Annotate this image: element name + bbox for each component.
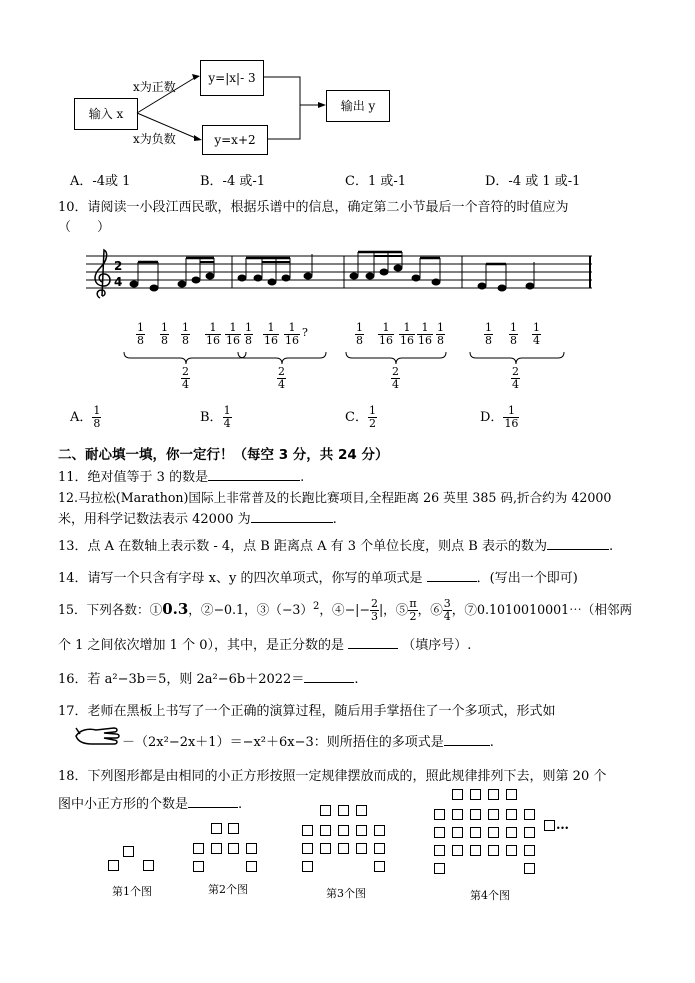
treble-clef-icon	[95, 250, 110, 298]
q13-stem: 13．点 A 在数轴上表示数 - 4，点 B 距离点 A 有 3 个单位长度，则点 B 表示的数为	[58, 539, 547, 554]
figure-square	[246, 861, 257, 872]
figure-square	[211, 843, 222, 854]
figure-square	[506, 827, 517, 838]
note-value-fraction: $\frac{1}{16}$	[206, 321, 220, 347]
figure-square	[228, 843, 239, 854]
figure-square	[470, 845, 481, 856]
figure-square	[338, 825, 349, 836]
figure-square	[108, 860, 119, 871]
note-value-fraction: $\frac{1}{8}$	[245, 321, 252, 347]
figure-ellipsis: …	[556, 818, 569, 833]
note-value-fraction: $\frac{1}{8}$	[437, 321, 444, 347]
q11: 11．绝对值等于 3 的数是 .	[58, 470, 305, 485]
time-signature-top: 2	[114, 259, 123, 273]
q13-answer-blank[interactable]	[547, 537, 609, 550]
figure-2-label: 第2个图	[208, 883, 248, 896]
q15-fraction-two-thirds: $\frac{2}{3}$	[370, 597, 378, 623]
figure-square	[524, 827, 535, 838]
q10-stem: 10．请阅读一小段江西民歌，根据乐谱中的信息，确定第二小节最后一个音符的时值应为	[58, 200, 569, 215]
q15-stem: 个 1 之间依次增加 1 个 0），其中，是正分数的是	[58, 638, 344, 653]
note-value-fraction: $\frac{1}{8}$	[485, 321, 492, 347]
q15-text-c: ，②−0.1，③（−3）	[188, 602, 314, 617]
figure-square	[488, 827, 499, 838]
q14-stem: 14．请写一个只含有字母 x、y 的四次单项式，你写的单项式是	[58, 571, 423, 586]
q14	[58, 567, 578, 586]
note-value-fraction: $\frac{1}{16}$	[418, 321, 432, 347]
group-total-fraction: $\frac{2}{4}$	[182, 365, 189, 391]
figure-square	[434, 827, 445, 838]
note-value-fraction: $\frac{1}{8}$	[182, 321, 189, 347]
figure-square	[524, 845, 535, 856]
q17-line1: 17．老师在黑板上书写了一个正确的演算过程，随后用手掌捂住了一个多项式，形式如	[58, 704, 556, 719]
figure-square	[488, 809, 499, 820]
figure-square	[544, 820, 555, 831]
q15-exponent: 2	[313, 600, 320, 612]
figure-square	[320, 825, 331, 836]
figure-square	[246, 843, 257, 854]
note-value-fraction: $\frac{1}{4}$	[533, 321, 540, 347]
q15-line1	[58, 598, 632, 623]
note-value-fraction: ?	[302, 326, 308, 339]
q9-option-a: A．-4或 1	[70, 174, 131, 189]
figure-4-label: 第4个图	[470, 889, 510, 902]
q14-answer-blank[interactable]	[427, 569, 477, 582]
figure-square	[506, 845, 517, 856]
q14-note: ．(写出一个即可)	[476, 571, 578, 586]
note-value-fraction: $\frac{1}{16}$	[264, 321, 278, 347]
figure-square	[452, 789, 463, 800]
q11-answer-blank[interactable]	[208, 468, 300, 481]
q15-text-h: ，⑦0.1010010001⋯（相邻两	[451, 602, 633, 617]
flowchart-negative-formula: y=x+2	[214, 133, 256, 147]
group-braces	[0, 350, 695, 366]
figure-square	[356, 805, 367, 816]
figure-square	[320, 843, 331, 854]
figure-square	[123, 846, 134, 857]
figure-1-label: 第1个图	[112, 885, 152, 898]
figure-square	[193, 843, 204, 854]
figure-square	[470, 789, 481, 800]
figure-square	[338, 805, 349, 816]
figure-square	[524, 863, 535, 874]
q15-line2	[58, 634, 471, 653]
q10-option-c: C． $\frac{1}{2}$	[345, 404, 376, 430]
note-value-fraction: $\frac{1}{8}$	[137, 321, 144, 347]
figure-square	[211, 823, 222, 834]
flowchart-positive-formula: y=|x|- 3	[208, 71, 256, 85]
q12-answer-blank[interactable]	[251, 510, 333, 523]
q17-answer-blank[interactable]	[444, 733, 490, 746]
q9-option-d: D．-4 或 1 或-1	[485, 174, 581, 189]
flowchart-output-label: 输出 y	[340, 99, 376, 113]
q18-line2: 图中小正方形的个数是 .	[58, 797, 243, 812]
note-value-fraction: $\frac{1}{8}$	[356, 321, 363, 347]
figure-square	[452, 827, 463, 838]
figure-square	[302, 861, 313, 872]
section-2-title: 二、耐心填一填，你一定行！（每空 3 分，共 24 分）	[58, 447, 389, 463]
flowchart-input-label: 输入 x	[88, 107, 124, 121]
q16-stem: 16．若 a²−3b＝5，则 2a²−6b＋2022＝	[58, 672, 305, 687]
figure-square	[302, 843, 313, 854]
figure-square	[374, 825, 385, 836]
figure-square	[374, 861, 385, 872]
q15-text-f: |，⑤	[378, 602, 409, 617]
figure-square	[488, 845, 499, 856]
q12-stem: 米，用科学记数法表示 42000 为	[58, 512, 251, 527]
q16-answer-blank[interactable]	[304, 670, 354, 683]
figure-square	[470, 809, 481, 820]
note-value-fraction: $\frac{1}{16}$	[285, 321, 299, 347]
q15-text-e: ，④−|−	[319, 602, 370, 617]
hand-icon	[74, 724, 120, 748]
figure-square	[434, 845, 445, 856]
figure-square	[356, 843, 367, 854]
q10-option-b: B． $\frac{1}{4}$	[200, 404, 231, 430]
figure-square	[228, 823, 239, 834]
figure-square	[452, 845, 463, 856]
q10-answer-paren: （ ）	[58, 220, 111, 235]
flowchart-arrows	[0, 0, 695, 170]
q12-line2: 米，用科学记数法表示 42000 为 .	[58, 512, 337, 527]
figure-square	[506, 809, 517, 820]
note-value-fraction: $\frac{1}{16}$	[400, 321, 414, 347]
q15-answer-blank[interactable]	[348, 636, 398, 649]
q9-option-b: B．-4 或-1	[200, 174, 266, 189]
q11-stem: 11．绝对值等于 3 的数是	[58, 470, 209, 485]
figure-square	[506, 789, 517, 800]
figure-square	[302, 825, 313, 836]
figure-square	[434, 863, 445, 874]
q17-stem: －（2x²−2x＋1）＝−x²＋6x−3：则所捂住的多项式是	[122, 735, 444, 750]
figure-square	[434, 809, 445, 820]
figure-square	[193, 861, 204, 872]
q10-option-d: D． $\frac{1}{16}$	[480, 404, 519, 430]
figure-square	[488, 789, 499, 800]
q12-line1: 12.马拉松(Marathon)国际上非常普及的长跑比赛项目,全程距离 26 英里 385 码,折合约为 42000	[58, 490, 612, 505]
q10-option-a: A． $\frac{1}{8}$	[70, 404, 101, 430]
q13: 13．点 A 在数轴上表示数 - 4，点 B 距离点 A 有 3 个单位长度，则点 B 表示的数为 .	[58, 539, 614, 554]
group-total-fraction: $\frac{2}{4}$	[278, 365, 285, 391]
q15-note: （填序号）.	[402, 638, 472, 653]
q15-fraction-three-quarters: $\frac{3}{4}$	[443, 597, 451, 623]
q17-line2: －（2x²−2x＋1）＝−x²＋6x−3：则所捂住的多项式是 .	[122, 735, 494, 750]
music-staff	[86, 248, 592, 304]
figure-square	[452, 809, 463, 820]
figure-square	[143, 860, 154, 871]
figure-square	[320, 805, 331, 816]
q15-repeating-decimal: 0.3	[162, 600, 189, 618]
note-value-fraction: $\frac{1}{16}$	[226, 321, 240, 347]
group-total-fraction: $\frac{2}{4}$	[512, 365, 519, 391]
figure-3-label: 第3个图	[326, 887, 366, 900]
q15-text-g: ，⑥	[417, 602, 443, 617]
q18-answer-blank[interactable]	[188, 795, 238, 808]
q9-option-c: C．1 或-1	[345, 174, 407, 189]
note-value-fraction: $\frac{1}{8}$	[510, 321, 517, 347]
note-value-fraction: $\frac{1}{8}$	[161, 321, 168, 347]
figure-square	[524, 809, 535, 820]
q16: 16．若 a²−3b＝5，则 2a²−6b＋2022＝ .	[58, 672, 359, 687]
figure-square	[356, 825, 367, 836]
figure-square	[374, 843, 385, 854]
q15-fraction-pi-half: $\frac{\pi}{2}$	[409, 597, 417, 623]
flowchart-branch-positive-label: x为正数	[133, 80, 176, 94]
flowchart-branch-negative-label: x为负数	[133, 132, 176, 146]
figure-square	[470, 827, 481, 838]
figure-square	[338, 843, 349, 854]
q18-stem: 图中小正方形的个数是	[58, 797, 189, 812]
q15-text-a: 15．下列各数：①	[58, 602, 163, 617]
note-value-fraction: $\frac{1}{16}$	[379, 321, 393, 347]
time-signature-bottom: 4	[114, 275, 123, 289]
q18-line1: 18．下列图形都是由相同的小正方形按照一定规律摆放而成的，照此规律排列下去，则第 20 个	[58, 769, 607, 784]
group-total-fraction: $\frac{2}{4}$	[392, 365, 399, 391]
